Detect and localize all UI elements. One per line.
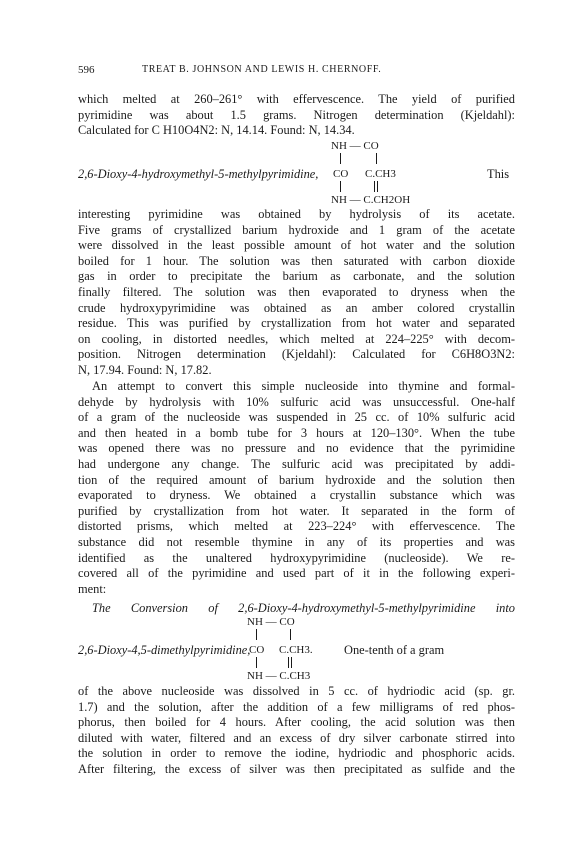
text-line: on cooling, in distorted needles, which melted at 224–225° with decom- (78, 331, 515, 346)
text-line: interesting pyrimidine was obtained by hydrolysis of its acetate. (78, 207, 515, 221)
text-line: finally filtered. The solution was then evaporated to dryness when the (78, 284, 515, 299)
text-line: and then heated in a bomb tube for 3 hours at 120–130°. When the tube (78, 425, 515, 440)
bond-line (376, 153, 377, 164)
text-line: position. Nitrogen determination (Kjeldahl): Calculated for C6H8O3N2: (78, 347, 515, 362)
text-line: were dissolved in the least possible amount of hot water and the solution (78, 238, 515, 253)
text-line: phorus, then boiled for 4 hours. After cooling, the acid solution was then (78, 715, 515, 730)
text-line: ment: (78, 581, 107, 596)
text-line: gas in order to precipitate the barium as carbonate, and the solution (78, 269, 515, 284)
text-line: residue. This was purified by crystallization from hot water and separated (78, 316, 515, 331)
text-line: the solution in order to remove the iodine, hydriodic and phosphoric acids. (78, 746, 515, 761)
text-line: After filtering, the excess of silver was then precipitated as sulfide and the (78, 761, 515, 776)
bond-line (290, 629, 291, 640)
text-line: of a gram of the nucleoside was suspended in 25 cc. of 10% sulfuric acid (78, 410, 515, 425)
text-line: N, 17.94. Found: N, 17.82. (78, 362, 212, 377)
bond-line (340, 181, 341, 192)
text-line: diluted with water, filtered and an excess of dry silver carbonate stirred into (78, 730, 515, 745)
formula-right: C.CH3 (365, 168, 396, 180)
formula-bottom: NH — C.CH3 (247, 670, 311, 682)
running-head: TREAT B. JOHNSON AND LEWIS H. CHERNOFF. (142, 64, 382, 75)
text-line: tion of the required amount of barium hydroxide and the solution then (78, 472, 515, 487)
formula-top: NH — CO (247, 616, 295, 628)
compound-name: 2,6-Dioxy-4,5-dimethylpyrimidine, (78, 643, 251, 657)
paragraph-2 (78, 207, 515, 379)
bond-line (256, 657, 257, 668)
text-line: Calculated for C H10O4N2: N, 14.14. Found: N, 14.34. (78, 123, 355, 138)
text-line: 1.7) and the solution, after the addition of a few milligrams of red phos- (78, 699, 515, 714)
text-line: evaporated to dryness. We obtained a crystallin substance which was (78, 488, 515, 503)
text-line: pyrimidine was about 1.5 grams. Nitrogen determination (Kjeldahl): (78, 107, 515, 122)
bond-line (340, 153, 341, 164)
formula-top: NH — CO (331, 140, 379, 152)
text-line: An attempt to convert this simple nucleoside into thymine and formal- (92, 379, 515, 393)
text-line: Five grams of crystallized barium hydroxide and 1 gram of the acetate (78, 222, 515, 237)
text-line: substance did not resemble thymine in any of its properties and was (78, 534, 515, 549)
paragraph-3 (78, 379, 515, 597)
bond-line (256, 629, 257, 640)
text-line: boiled for 1 hour. The solution was then saturated with carbon dioxide (78, 253, 515, 268)
trailing-text: This (487, 167, 510, 181)
page-header (78, 64, 512, 78)
trailing-text: One-tenth of a gram (344, 643, 445, 657)
section-title (78, 601, 515, 617)
formula-left: CO (333, 168, 349, 180)
double-bond-line (288, 657, 292, 668)
formula-bottom: NH — C.CH2OH (331, 194, 411, 206)
formula-right: C.CH3. (279, 644, 313, 656)
section-title-text: The Conversion of 2,6-Dioxy-4-hydroxymethyl-5-methylpyrimidine into (92, 601, 515, 615)
text-line: which melted at 260–261° with effervescence. The yield of purified (78, 92, 515, 106)
double-bond-line (374, 181, 378, 192)
text-line: distorted prisms, which melted at 223–224° with effervescence. The (78, 519, 515, 534)
compound-name: 2,6-Dioxy-4-hydroxymethyl-5-methylpyrimidine, (78, 167, 319, 181)
page-number: 596 (78, 64, 95, 76)
paragraph-1 (78, 92, 515, 139)
text-line: identified as the unaltered hydroxypyrimidine (nucleoside). We re- (78, 550, 515, 565)
text-line: was opened there was no pressure and no evidence that the pyrimidine (78, 441, 515, 456)
text-line: of the above nucleoside was dissolved in 5 cc. of hydriodic acid (sp. gr. (78, 684, 515, 698)
text-line: dehyde by hydrolysis with 10% sulfuric acid was unsuccessful. One-half (78, 394, 515, 409)
text-line: covered all of the pyrimidine and used part of it in the following experi- (78, 566, 515, 581)
text-line: had undergone any change. The sulfuric acid was precipitated by addi- (78, 456, 515, 471)
text-line: crude hydroxypyrimidine was obtained as an amber colored crystallin (78, 300, 515, 315)
paragraph-4 (78, 684, 515, 778)
formula-left: CO (249, 644, 265, 656)
text-line: purified by crystallization from hot water. It separated in the form of (78, 503, 515, 518)
